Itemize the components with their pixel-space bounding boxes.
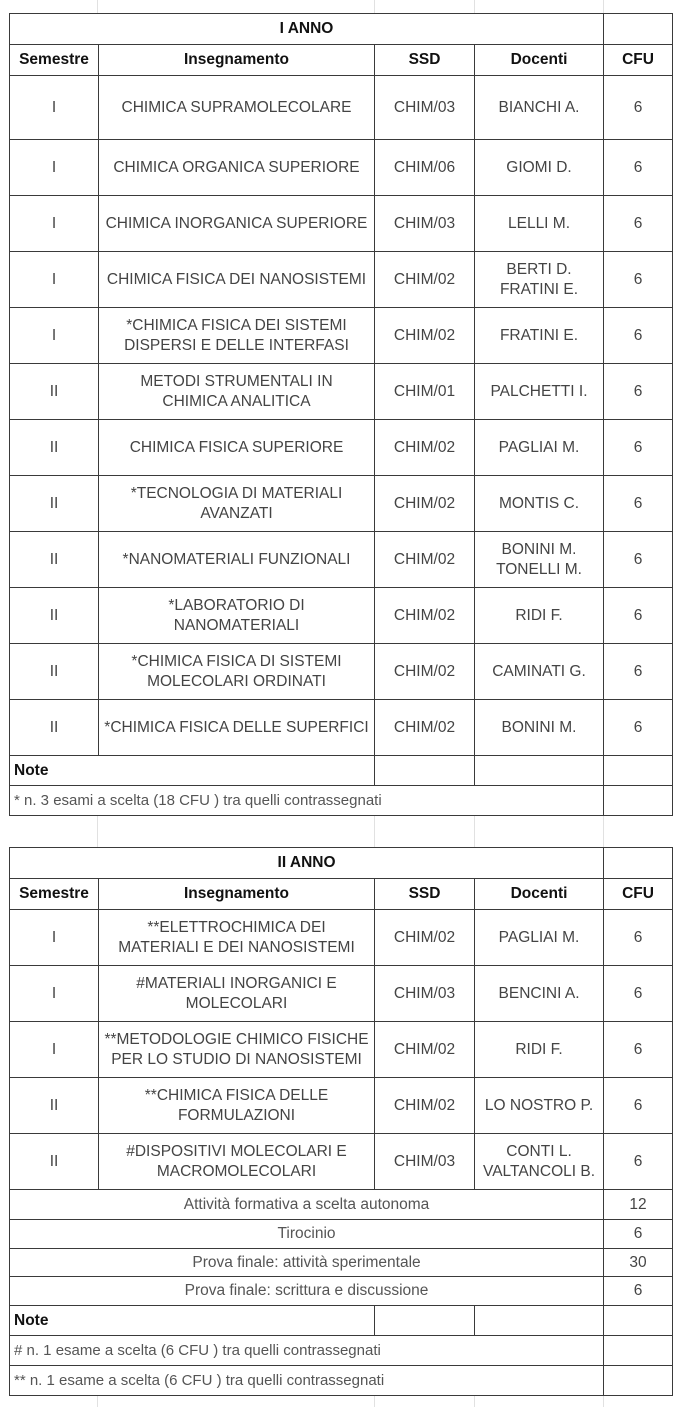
cell-docenti[interactable]	[475, 196, 604, 252]
cell-insegnamento-text-line2: AVANZATI	[200, 504, 273, 522]
notes-label-text: Note	[14, 1311, 49, 1329]
cell-insegnamento[interactable]	[99, 1022, 375, 1078]
extra-activity[interactable]	[10, 1277, 604, 1306]
cell-ssd[interactable]	[375, 1078, 475, 1134]
cell-insegnamento-text: #MATERIALI INORGANICI E	[136, 974, 337, 992]
cell-insegnamento[interactable]	[99, 476, 375, 532]
cell-ssd[interactable]	[375, 966, 475, 1022]
cell-cfu-text: 6	[633, 1096, 643, 1114]
cell-semestre[interactable]	[10, 196, 99, 252]
year-title[interactable]	[10, 848, 604, 879]
cell-insegnamento-text: **ELETTROCHIMICA DEI	[147, 918, 326, 936]
table-row	[10, 140, 673, 196]
title-blank-cell[interactable]	[604, 14, 673, 45]
cell-docenti[interactable]	[475, 588, 604, 644]
cell-cfu[interactable]	[604, 76, 673, 140]
cell-semestre-text: I	[51, 928, 57, 946]
cell-docenti-text: PAGLIAI M.	[498, 928, 580, 946]
cell-docenti[interactable]	[475, 476, 604, 532]
cell-cfu[interactable]	[604, 532, 673, 588]
cell-semestre[interactable]	[10, 700, 99, 756]
cell-semestre-text: II	[49, 550, 59, 568]
cell-cfu[interactable]	[604, 196, 673, 252]
cell-semestre-text: I	[51, 270, 57, 288]
note-text[interactable]	[10, 786, 604, 816]
cell-docenti-text-line2: TONELLI M.	[496, 560, 582, 578]
notes-label[interactable]	[10, 756, 375, 786]
cell-insegnamento[interactable]	[99, 252, 375, 308]
header-insegnamento[interactable]	[99, 879, 375, 910]
extra-activity-text: Tirocinio	[277, 1225, 336, 1242]
cell-cfu[interactable]	[604, 1022, 673, 1078]
cell-cfu-text: 6	[633, 494, 643, 512]
cell-ssd-text: CHIM/02	[393, 270, 456, 288]
cell-insegnamento-text: CHIMICA INORGANICA SUPERIORE	[105, 214, 368, 232]
cell-ssd-text: CHIM/02	[393, 494, 456, 512]
extra-cfu-text: 6	[633, 1282, 643, 1299]
cell-docenti-text: CAMINATI G.	[492, 662, 586, 680]
cell-docenti[interactable]	[475, 1134, 604, 1190]
cell-docenti-text: BENCINI A.	[498, 984, 580, 1002]
cell-cfu[interactable]	[604, 910, 673, 966]
header-ssd[interactable]	[375, 879, 475, 910]
header-semestre[interactable]	[10, 879, 99, 910]
cell-cfu-text: 6	[633, 550, 643, 568]
cell-cfu-text: 6	[633, 98, 643, 116]
table-row	[10, 644, 673, 700]
table-row	[10, 700, 673, 756]
cell-insegnamento-text-line2: MACROMOLECOLARI	[156, 1162, 317, 1180]
notes-blank-cell[interactable]	[604, 756, 673, 786]
header-insegnamento[interactable]	[99, 45, 375, 76]
cell-ssd[interactable]	[375, 308, 475, 364]
cell-insegnamento-text: **CHIMICA FISICA DELLE	[144, 1086, 329, 1104]
note-text-text: * n. 3 esami a scelta (18 CFU ) tra quelli contrassegnati	[14, 791, 382, 809]
cell-cfu[interactable]	[604, 308, 673, 364]
header-cfu-text: CFU	[622, 51, 654, 68]
cell-insegnamento-text: *CHIMICA FISICA DEI SISTEMI	[126, 316, 347, 334]
cell-ssd-text: CHIM/02	[393, 662, 456, 680]
notes-row	[10, 1306, 673, 1336]
notes-blank-cell[interactable]	[475, 756, 604, 786]
cell-insegnamento-text: CHIMICA ORGANICA SUPERIORE	[113, 158, 360, 176]
extra-cfu-text: 12	[629, 1195, 647, 1213]
cell-insegnamento-text-line2: MATERIALI E DEI NANOSISTEMI	[118, 938, 355, 956]
cell-docenti-text: BONINI M.	[501, 540, 577, 558]
note-text-text: ** n. 1 esame a scelta (6 CFU ) tra quelli contrassegnati	[14, 1371, 385, 1389]
cell-ssd[interactable]	[375, 1134, 475, 1190]
cell-docenti-text: LO NOSTRO P.	[484, 1096, 594, 1114]
cell-cfu-text: 6	[633, 326, 643, 344]
header-insegnamento-text: Insegnamento	[183, 885, 290, 902]
cell-insegnamento-text: **METODOLOGIE CHIMICO FISICHE	[104, 1030, 369, 1048]
cell-ssd-text: CHIM/03	[393, 98, 456, 116]
cell-docenti[interactable]	[475, 308, 604, 364]
header-row	[10, 45, 673, 76]
cell-insegnamento[interactable]	[99, 308, 375, 364]
cell-cfu[interactable]	[604, 1134, 673, 1190]
extra-activity[interactable]	[10, 1220, 604, 1249]
cell-docenti[interactable]	[475, 140, 604, 196]
extra-activity[interactable]	[10, 1190, 604, 1220]
cell-insegnamento-text: *NANOMATERIALI FUNZIONALI	[122, 550, 351, 568]
cell-insegnamento-text-line2: NANOMATERIALI	[173, 616, 300, 634]
cell-insegnamento[interactable]	[99, 140, 375, 196]
title-blank-cell[interactable]	[604, 848, 673, 879]
cell-docenti[interactable]	[475, 1022, 604, 1078]
header-ssd-text: SSD	[408, 51, 441, 68]
table-row	[10, 1022, 673, 1078]
header-semestre-text: Semestre	[19, 51, 89, 68]
note-text-text: # n. 1 esame a scelta (6 CFU ) tra quelli contrassegnati	[14, 1341, 381, 1359]
cell-insegnamento-text-line2: FORMULAZIONI	[177, 1106, 296, 1124]
table-row	[10, 196, 673, 252]
cell-insegnamento-text: CHIMICA SUPRAMOLECOLARE	[121, 98, 352, 116]
cell-ssd[interactable]	[375, 910, 475, 966]
second-year-table	[9, 847, 673, 1396]
cell-insegnamento[interactable]	[99, 966, 375, 1022]
header-cfu[interactable]	[604, 879, 673, 910]
cell-docenti-text: RIDI F.	[515, 1040, 563, 1058]
cell-semestre-text: II	[49, 1096, 59, 1114]
cell-cfu-text: 6	[633, 214, 643, 232]
cell-cfu-text: 6	[633, 718, 643, 736]
cell-docenti-text: RIDI F.	[515, 606, 563, 624]
cell-docenti-text: BIANCHI A.	[498, 98, 580, 116]
extra-activity[interactable]	[10, 1249, 604, 1277]
cell-cfu[interactable]	[604, 966, 673, 1022]
cell-insegnamento-text: *CHIMICA FISICA DELLE SUPERFICI	[104, 718, 369, 736]
cell-cfu-text: 6	[633, 606, 643, 624]
cell-docenti[interactable]	[475, 910, 604, 966]
cell-insegnamento-text-line2: PER LO STUDIO DI NANOSISTEMI	[111, 1050, 362, 1068]
cell-semestre[interactable]	[10, 1078, 99, 1134]
cell-ssd[interactable]	[375, 76, 475, 140]
year-title[interactable]	[10, 14, 604, 45]
cell-cfu[interactable]	[604, 700, 673, 756]
cell-insegnamento-text-line2: MOLECOLARI	[185, 994, 288, 1012]
table-row	[10, 532, 673, 588]
cell-docenti[interactable]	[475, 966, 604, 1022]
note-text[interactable]	[10, 1366, 604, 1396]
cell-insegnamento-text: #DISPOSITIVI MOLECOLARI E	[126, 1142, 347, 1160]
header-docenti[interactable]	[475, 879, 604, 910]
cell-ssd[interactable]	[375, 532, 475, 588]
cell-docenti[interactable]	[475, 644, 604, 700]
table-row	[10, 966, 673, 1022]
cell-cfu-text: 6	[633, 662, 643, 680]
note-blank-cell[interactable]	[604, 786, 673, 816]
table-row	[10, 420, 673, 476]
cell-insegnamento[interactable]	[99, 420, 375, 476]
cell-cfu-text: 6	[633, 1040, 643, 1058]
cell-semestre[interactable]	[10, 364, 99, 420]
table-row	[10, 308, 673, 364]
table-row	[10, 252, 673, 308]
cell-ssd[interactable]	[375, 1022, 475, 1078]
extra-cfu[interactable]	[604, 1277, 673, 1306]
cell-docenti[interactable]	[475, 76, 604, 140]
cell-semestre[interactable]	[10, 308, 99, 364]
table-row	[10, 76, 673, 140]
note-row	[10, 1366, 673, 1396]
extra-cfu-text: 6	[633, 1225, 643, 1242]
cell-ssd-text: CHIM/01	[393, 382, 456, 400]
cell-ssd-text: CHIM/02	[393, 1096, 456, 1114]
cell-semestre[interactable]	[10, 910, 99, 966]
notes-label[interactable]	[10, 1306, 375, 1336]
cell-ssd[interactable]	[375, 364, 475, 420]
cell-semestre-text: I	[51, 214, 57, 232]
cell-ssd[interactable]	[375, 420, 475, 476]
cell-insegnamento[interactable]	[99, 1078, 375, 1134]
cell-docenti-text: PALCHETTI I.	[490, 382, 588, 400]
cell-ssd[interactable]	[375, 700, 475, 756]
table-row	[10, 1134, 673, 1190]
cell-docenti[interactable]	[475, 700, 604, 756]
cell-semestre-text: I	[51, 1040, 57, 1058]
cell-docenti-text-line2: FRATINI E.	[499, 280, 579, 298]
cell-semestre-text: II	[49, 1152, 59, 1170]
cell-semestre[interactable]	[10, 1022, 99, 1078]
cell-cfu-text: 6	[633, 928, 643, 946]
header-semestre[interactable]	[10, 45, 99, 76]
cell-insegnamento[interactable]	[99, 532, 375, 588]
extra-activity-text: Prova finale: attività sperimentale	[192, 1253, 421, 1271]
header-row	[10, 879, 673, 910]
cell-insegnamento-text: METODI STRUMENTALI IN	[140, 372, 333, 390]
cell-insegnamento-text: CHIMICA FISICA DEI NANOSISTEMI	[106, 270, 367, 288]
cell-cfu-text: 6	[633, 984, 643, 1002]
cell-insegnamento[interactable]	[99, 588, 375, 644]
cell-insegnamento-text-line2: MOLECOLARI ORDINATI	[147, 672, 326, 690]
first-year-table	[9, 13, 673, 816]
cell-semestre-text: I	[51, 984, 57, 1002]
cell-semestre[interactable]	[10, 532, 99, 588]
cell-insegnamento-text-line2: CHIMICA ANALITICA	[162, 392, 311, 410]
cell-semestre[interactable]	[10, 140, 99, 196]
cell-semestre[interactable]	[10, 588, 99, 644]
cell-docenti-text: CONTI L.	[506, 1142, 572, 1160]
cell-ssd-text: CHIM/06	[393, 158, 456, 176]
extra-row	[10, 1220, 673, 1249]
header-cfu-text: CFU	[622, 885, 654, 902]
cell-cfu[interactable]	[604, 476, 673, 532]
cell-cfu[interactable]	[604, 420, 673, 476]
note-blank-cell[interactable]	[604, 1366, 673, 1396]
cell-ssd-text: CHIM/03	[393, 214, 456, 232]
extra-row	[10, 1190, 673, 1220]
notes-blank-cell[interactable]	[375, 1306, 475, 1336]
header-docenti-text: Docenti	[510, 885, 568, 902]
cell-insegnamento-text: *LABORATORIO DI	[168, 596, 305, 614]
cell-docenti-text: BERTI D.	[506, 260, 572, 278]
cell-semestre-text: II	[49, 662, 59, 680]
cell-insegnamento[interactable]	[99, 910, 375, 966]
cell-docenti-text: LELLI M.	[507, 214, 571, 232]
cell-insegnamento[interactable]	[99, 1134, 375, 1190]
extra-row	[10, 1249, 673, 1277]
cell-semestre-text: II	[49, 494, 59, 512]
cell-cfu-text: 6	[633, 382, 643, 400]
cell-insegnamento-text: *CHIMICA FISICA DI SISTEMI	[131, 652, 342, 670]
cell-cfu[interactable]	[604, 252, 673, 308]
extra-activity-text: Prova finale: scrittura e discussione	[184, 1282, 429, 1299]
extra-cfu[interactable]	[604, 1249, 673, 1277]
cell-docenti[interactable]	[475, 1078, 604, 1134]
cell-semestre-text: II	[49, 606, 59, 624]
cell-semestre[interactable]	[10, 644, 99, 700]
cell-docenti-text: MONTIS C.	[498, 494, 580, 512]
cell-ssd-text: CHIM/02	[393, 326, 456, 344]
cell-insegnamento-text: *TECNOLOGIA DI MATERIALI	[130, 484, 343, 502]
cell-semestre[interactable]	[10, 76, 99, 140]
cell-cfu[interactable]	[604, 1078, 673, 1134]
note-blank-cell[interactable]	[604, 1336, 673, 1366]
cell-cfu-text: 6	[633, 438, 643, 456]
cell-ssd[interactable]	[375, 140, 475, 196]
cell-cfu[interactable]	[604, 364, 673, 420]
cell-insegnamento[interactable]	[99, 196, 375, 252]
cell-ssd-text: CHIM/02	[393, 1040, 456, 1058]
note-text[interactable]	[10, 1336, 604, 1366]
cell-semestre-text: II	[49, 718, 59, 736]
notes-row	[10, 756, 673, 786]
header-ssd[interactable]	[375, 45, 475, 76]
header-cfu[interactable]	[604, 45, 673, 76]
notes-blank-cell[interactable]	[604, 1306, 673, 1336]
cell-docenti-text: GIOMI D.	[506, 158, 572, 176]
header-insegnamento-text: Insegnamento	[183, 51, 290, 68]
cell-ssd[interactable]	[375, 644, 475, 700]
cell-insegnamento[interactable]	[99, 700, 375, 756]
table-row	[10, 910, 673, 966]
title-row	[10, 14, 673, 45]
year-title-text: I ANNO	[279, 20, 334, 37]
cell-insegnamento[interactable]	[99, 644, 375, 700]
header-ssd-text: SSD	[408, 885, 441, 902]
cell-semestre[interactable]	[10, 252, 99, 308]
cell-docenti[interactable]	[475, 252, 604, 308]
cell-cfu-text: 6	[633, 1152, 643, 1170]
cell-semestre[interactable]	[10, 1134, 99, 1190]
cell-ssd-text: CHIM/02	[393, 606, 456, 624]
cell-docenti-text-line2: VALTANCOLI B.	[483, 1162, 596, 1180]
notes-blank-cell[interactable]	[375, 756, 475, 786]
cell-docenti-text: PAGLIAI M.	[498, 438, 580, 456]
cell-cfu-text: 6	[633, 270, 643, 288]
header-docenti[interactable]	[475, 45, 604, 76]
cell-docenti-text: BONINI M.	[501, 718, 577, 736]
cell-ssd[interactable]	[375, 196, 475, 252]
cell-ssd-text: CHIM/02	[393, 718, 456, 736]
cell-ssd-text: CHIM/02	[393, 438, 456, 456]
cell-semestre[interactable]	[10, 966, 99, 1022]
cell-ssd[interactable]	[375, 476, 475, 532]
extra-activity-text: Attività formativa a scelta autonoma	[183, 1195, 430, 1213]
cell-docenti[interactable]	[475, 532, 604, 588]
note-row	[10, 1336, 673, 1366]
cell-ssd-text: CHIM/03	[393, 984, 456, 1002]
cell-ssd[interactable]	[375, 252, 475, 308]
cell-semestre-text: I	[51, 326, 57, 344]
cell-insegnamento-text: CHIMICA FISICA SUPERIORE	[129, 438, 344, 456]
year-title-text: II ANNO	[277, 854, 336, 871]
table-row	[10, 364, 673, 420]
cell-ssd-text: CHIM/03	[393, 1152, 456, 1170]
note-row	[10, 786, 673, 816]
table-row	[10, 476, 673, 532]
cell-docenti-text: FRATINI E.	[499, 326, 579, 344]
notes-label-text: Note	[14, 761, 49, 779]
cell-cfu-text: 6	[633, 158, 643, 176]
cell-semestre-text: II	[49, 382, 59, 400]
extra-row	[10, 1277, 673, 1306]
header-semestre-text: Semestre	[19, 885, 89, 902]
cell-insegnamento[interactable]	[99, 364, 375, 420]
cell-ssd-text: CHIM/02	[393, 928, 456, 946]
extra-cfu[interactable]	[604, 1220, 673, 1249]
extra-cfu-text: 30	[629, 1253, 647, 1271]
cell-cfu[interactable]	[604, 140, 673, 196]
cell-ssd[interactable]	[375, 588, 475, 644]
title-row	[10, 848, 673, 879]
cell-cfu[interactable]	[604, 588, 673, 644]
cell-insegnamento[interactable]	[99, 76, 375, 140]
cell-docenti[interactable]	[475, 364, 604, 420]
extra-cfu[interactable]	[604, 1190, 673, 1220]
cell-semestre-text: I	[51, 98, 57, 116]
cell-ssd-text: CHIM/02	[393, 550, 456, 568]
cell-semestre-text: I	[51, 158, 57, 176]
cell-cfu[interactable]	[604, 644, 673, 700]
cell-docenti[interactable]	[475, 420, 604, 476]
header-docenti-text: Docenti	[510, 51, 568, 68]
table-row	[10, 1078, 673, 1134]
cell-semestre[interactable]	[10, 476, 99, 532]
table-row	[10, 588, 673, 644]
cell-insegnamento-text-line2: DISPERSI E DELLE INTERFASI	[124, 336, 349, 354]
cell-semestre-text: II	[49, 438, 59, 456]
cell-semestre[interactable]	[10, 420, 99, 476]
notes-blank-cell[interactable]	[475, 1306, 604, 1336]
